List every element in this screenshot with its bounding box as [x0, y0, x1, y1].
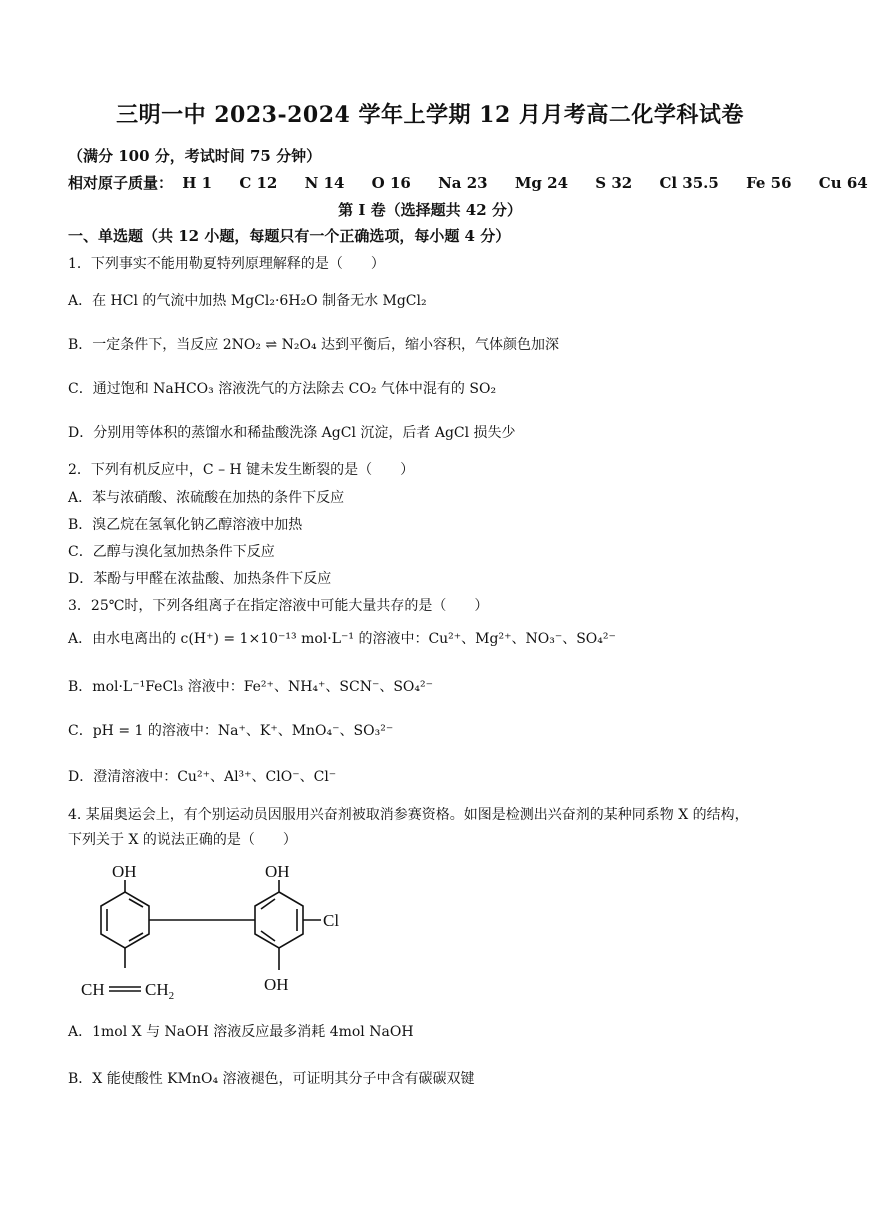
- atomic-mass-label: 相对原子质量：: [68, 174, 174, 192]
- question-stem: 2．下列有机反应中，C – H 键未发生断裂的是（ ）: [68, 462, 415, 478]
- option-b: B．X 能使酸性 KMnO₄ 溶液褪色，可证明其分子中含有碳碳双键: [68, 1071, 475, 1087]
- molecule-structure: [65, 860, 385, 1005]
- hydroxyl-label: OH: [265, 862, 290, 881]
- option-c: C．通过饱和 NaHCO₃ 溶液洗气的方法除去 CO₂ 气体中混有的 SO₂: [68, 381, 497, 397]
- vinyl-ch-label: CH: [81, 980, 105, 999]
- atomic-mass-item: S 32: [595, 174, 633, 192]
- option-b: B．mol·L⁻¹FeCl₃ 溶液中：Fe²⁺、NH₄⁺、SCN⁻、SO₄²⁻: [68, 679, 434, 695]
- exam-info: （满分 100 分，考试时间 75 分钟）: [68, 147, 322, 165]
- atomic-mass-item: Na 23: [438, 174, 488, 192]
- question-stem: 4. 某届奥运会上，有个别运动员因服用兴奋剂被取消参赛资格。如图是检测出兴奋剂的某种同系物 X 的结构，: [68, 807, 749, 823]
- question-stem: 3．25℃时，下列各组离子在指定溶液中可能大量共存的是（ ）: [68, 598, 489, 614]
- question-stem: 1．下列事实不能用勒夏特列原理解释的是（ ）: [68, 256, 385, 272]
- hydroxyl-label: OH: [264, 975, 289, 994]
- atomic-mass-item: Cu 64: [818, 174, 868, 192]
- question-stem-continued: 下列关于 X 的说法正确的是（ ）: [68, 832, 297, 848]
- atomic-mass-item: H 1: [182, 174, 213, 192]
- volume-title: 第 I 卷（选择题共 42 分）: [338, 201, 522, 219]
- atomic-mass-item: Mg 24: [514, 174, 569, 192]
- option-b: B．溴乙烷在氢氧化钠乙醇溶液中加热: [68, 517, 303, 533]
- atomic-mass-item: Cl 35.5: [659, 174, 719, 192]
- atomic-mass-item: Fe 56: [746, 174, 792, 192]
- option-c: C．pH = 1 的溶液中：Na⁺、K⁺、MnO₄⁻、SO₃²⁻: [68, 723, 394, 739]
- option-d: D．澄清溶液中：Cu²⁺、Al³⁺、ClO⁻、Cl⁻: [68, 769, 337, 785]
- atomic-mass-item: C 12: [239, 174, 278, 192]
- option-c: C．乙醇与溴化氢加热条件下反应: [68, 544, 275, 560]
- vinyl-ch2-label: $CH_2$: [145, 980, 175, 1002]
- atomic-mass-line: [68, 172, 890, 193]
- option-a: A．1mol X 与 NaOH 溶液反应最多消耗 4mol NaOH: [68, 1024, 414, 1040]
- atomic-mass-item: N 14: [304, 174, 345, 192]
- option-a: A．在 HCl 的气流中加热 MgCl₂·6H₂O 制备无水 MgCl₂: [68, 293, 427, 309]
- atomic-mass-item: O 16: [371, 174, 411, 192]
- option-a: A．苯与浓硝酸、浓硫酸在加热的条件下反应: [68, 490, 345, 506]
- section-title: 一、单选题（共 12 小题，每题只有一个正确选项，每小题 4 分）: [68, 227, 511, 245]
- option-b: B．一定条件下，当反应 2NO₂ ⇌ N₂O₄ 达到平衡后，缩小容积，气体颜色加深: [68, 337, 560, 353]
- chlorine-label: Cl: [323, 911, 340, 930]
- page-title: 三明一中 2023-2024 学年上学期 12 月月考高二化学科试卷: [116, 102, 744, 128]
- hydroxyl-label: OH: [112, 862, 137, 881]
- option-a: A．由水电离出的 c(H⁺) = 1×10⁻¹³ mol·L⁻¹ 的溶液中：Cu²⁺、Mg²⁺、NO₃⁻、SO₄²⁻: [68, 631, 616, 647]
- option-d: D．苯酚与甲醛在浓盐酸、加热条件下反应: [68, 571, 332, 587]
- option-d: D．分别用等体积的蒸馏水和稀盐酸洗涤 AgCl 沉淀，后者 AgCl 损失少: [68, 425, 516, 441]
